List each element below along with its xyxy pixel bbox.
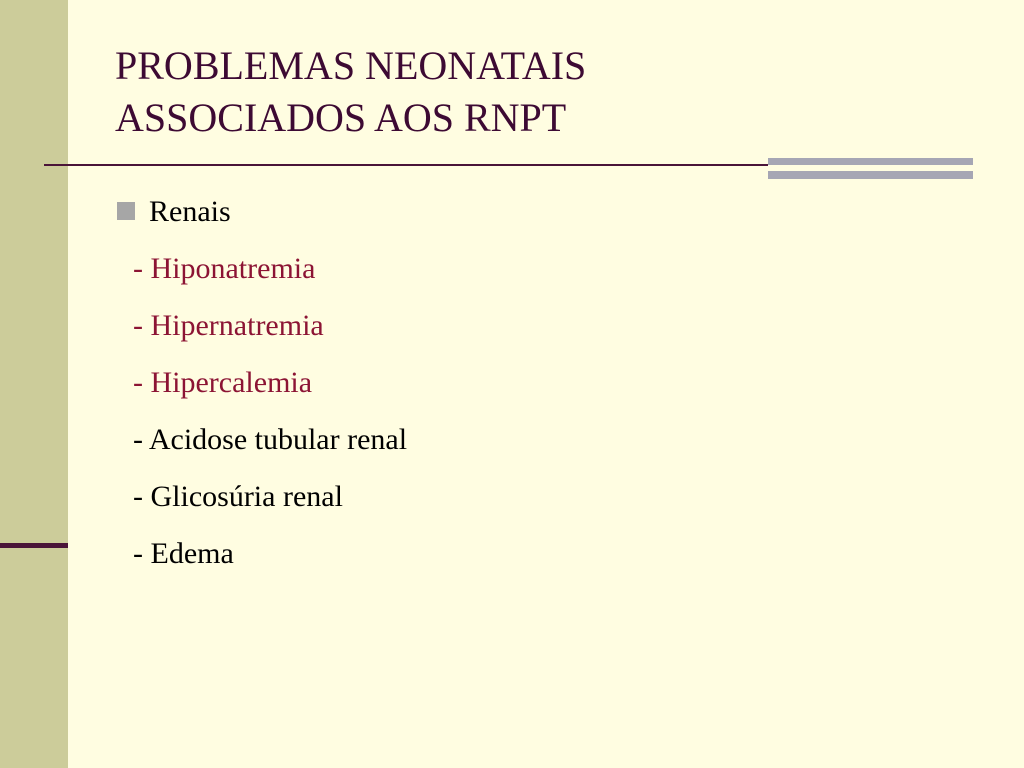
slide-title-line-1: PROBLEMAS NEONATAIS: [115, 43, 587, 88]
bullet-item-renais: [117, 194, 231, 230]
bullet-label: Renais: [149, 195, 231, 228]
sub-item-glicosuria-renal: - Glicosúria renal: [133, 480, 343, 513]
sub-item-acidose-tubular-renal: - Acidose tubular renal: [133, 423, 408, 456]
sub-item-hipernatremia: - Hipernatremia: [133, 309, 324, 342]
slide-title-line-2: ASSOCIADOS AOS RNPT: [115, 95, 567, 140]
sub-item-hipercalemia: - Hipercalemia: [133, 366, 313, 399]
square-bullet-icon: [117, 202, 135, 220]
sub-item-hiponatremia: - Hiponatremia: [133, 252, 316, 285]
sub-item-edema: - Edema: [133, 537, 234, 570]
